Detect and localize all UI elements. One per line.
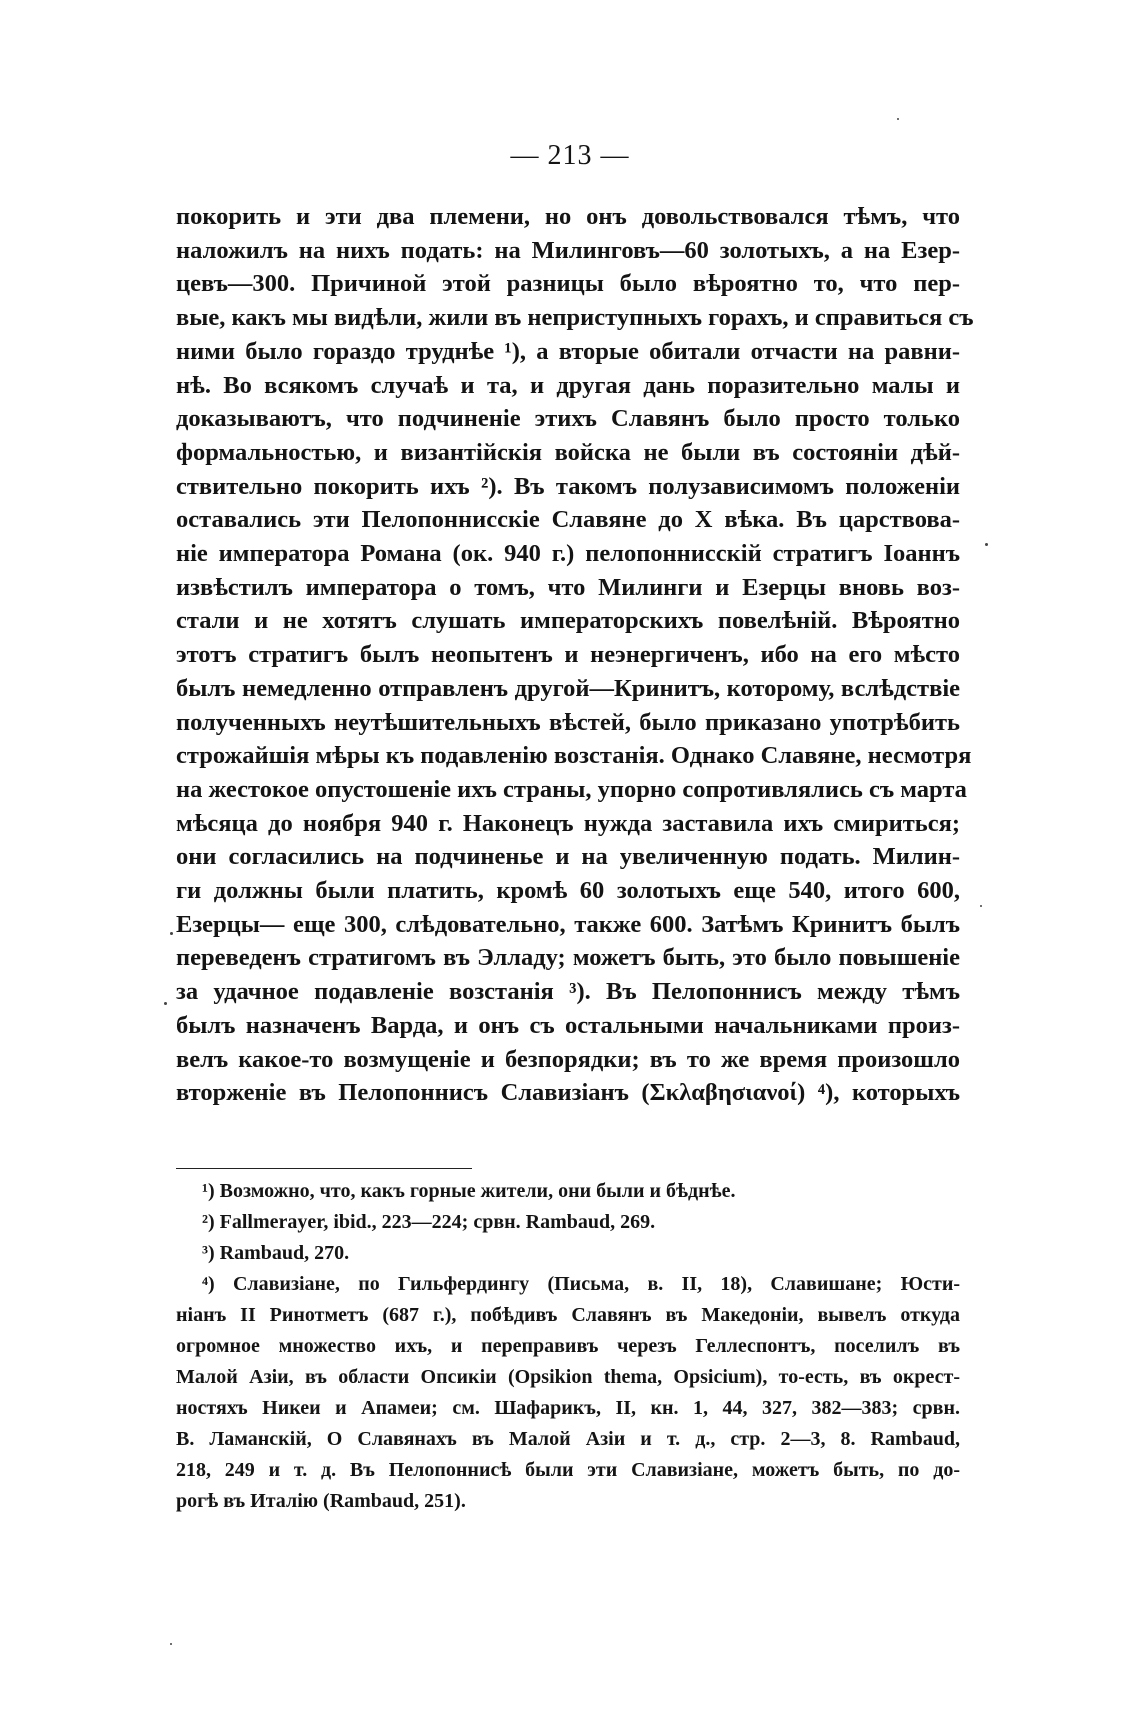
page-number: — 213 —	[510, 140, 630, 171]
footnote-4-continuation: В. Ламанскій, О Славянахъ въ Малой Азіи и т. д., стр. 2—3, 8. Rambaud,	[176, 1428, 960, 1450]
text-line: велъ какое-то возмущеніе и безпорядки; въ то же время произошло	[176, 1045, 960, 1073]
text-line: формальностью, и византійскія войска не были въ состояніи дѣй-	[176, 438, 960, 466]
scan-speck	[170, 932, 173, 935]
footnote-4-continuation: ностяхъ Никеи и Апамеи; см. Шафарикъ, II, кн. 1, 44, 327, 382—383; срвн.	[176, 1397, 960, 1419]
footnote-1: ¹) Возможно, что, какъ горные жители, они были и бѣднѣе.	[202, 1180, 736, 1202]
body-text	[176, 200, 974, 1110]
text-line: стали и не хотятъ слушать императорскихъ повелѣній. Вѣроятно	[176, 607, 960, 635]
footnote-divider	[176, 1168, 472, 1169]
footnote-4-continuation: рогѣ въ Италію (Rambaud, 251).	[176, 1490, 466, 1512]
scan-speck	[980, 905, 982, 907]
text-line: былъ назначенъ Варда, и онъ съ остальными начальниками произ-	[176, 1011, 960, 1039]
text-line: вторженіе въ Пелопоннисъ Славизіанъ (Σκλαβησιανοί) ⁴), которыхъ	[176, 1079, 960, 1107]
scan-speck	[170, 1643, 172, 1645]
text-line: ними было гораздо труднѣе ¹), а вторые обитали отчасти на равни-	[176, 337, 960, 365]
footnote-4-continuation: огромное множество ихъ, и переправивъ черезъ Геллеспонтъ, поселилъ въ	[176, 1335, 960, 1357]
scan-speck	[164, 1002, 167, 1005]
text-line: цевъ—300. Причиной этой разницы было вѣроятно то, что пер-	[176, 270, 960, 298]
scan-speck	[897, 118, 899, 120]
text-line: ги должны были платить, кромѣ 60 золотыхъ еще 540, итого 600,	[176, 877, 960, 905]
text-line: оставались эти Пелопоннисскіе Славяне до X вѣка. Въ царствова-	[176, 506, 960, 534]
text-line: переведенъ стратигомъ въ Элладу; можетъ быть, это было повышеніе	[176, 944, 960, 972]
text-line: вые, какъ мы видѣли, жили въ неприступныхъ горахъ, и справиться съ	[176, 304, 974, 332]
text-line: нѣ. Во всякомъ случаѣ и та, и другая дань поразительно малы и	[176, 371, 960, 399]
text-line: наложилъ на нихъ подать: на Милинговъ—60 золотыхъ, а на Езер-	[176, 236, 960, 264]
text-line: они согласились на подчиненье и на увеличенную подать. Милин-	[176, 843, 960, 871]
text-line: ніе императора Романа (ок. 940 г.) пелопоннисскій стратигъ Іоаннъ	[176, 540, 960, 568]
text-line: мѣсяца до ноября 940 г. Наконецъ нужда заставила ихъ смириться;	[176, 809, 960, 837]
text-line: покорить и эти два племени, но онъ довольствовался тѣмъ, что	[176, 203, 960, 230]
text-line: на жестокое опустошеніе ихъ страны, упорно сопротивлялись съ марта	[176, 775, 967, 803]
text-line: строжайшія мѣры къ подавленію возстанія. Однако Славяне, несмотря	[176, 742, 972, 770]
footnote-4: ⁴) Славизіане, по Гильфердингу (Письма, в. II, 18), Славишане; Юсти-	[202, 1273, 960, 1295]
text-line: былъ немедленно отправленъ другой—Кринитъ, которому, вслѣдствіе	[176, 674, 960, 702]
footnote-2: ²) Fallmerayer, ibid., 223—224; срвн. Rambaud, 269.	[202, 1211, 656, 1233]
footnote-4-continuation: 218, 249 и т. д. Въ Пелопоннисѣ были эти Славизіане, можетъ быть, по до-	[176, 1459, 960, 1481]
text-line: извѣстилъ императора о томъ, что Милинги и Езерцы вновь воз-	[176, 573, 960, 601]
text-line: доказываютъ, что подчиненіе этихъ Славянъ было просто только	[176, 405, 960, 433]
footnotes	[176, 1176, 960, 1517]
text-line: за удачное подавленіе возстанія ³). Въ Пелопоннисъ между тѣмъ	[176, 978, 960, 1006]
footnote-4-continuation: Малой Азіи, въ области Опсикіи (Opsikion thema, Opsicium), то-есть, въ окрест-	[176, 1366, 960, 1388]
scan-speck	[985, 543, 988, 546]
text-line: этотъ стратигъ былъ неопытенъ и неэнергиченъ, ибо на его мѣсто	[176, 641, 960, 669]
text-line: полученныхъ неутѣшительныхъ вѣстей, было приказано употрѣбить	[176, 708, 960, 736]
footnote-4-continuation: ніанъ II Ринотметъ (687 г.), побѣдивъ Славянъ въ Македоніи, вывелъ откуда	[176, 1304, 960, 1326]
text-line: ствительно покорить ихъ ²). Въ такомъ полузависимомъ положеніи	[176, 472, 960, 500]
footnote-3: ³) Rambaud, 270.	[202, 1242, 350, 1264]
text-line: Езерцы— еще 300, слѣдовательно, также 600. Затѣмъ Кринитъ былъ	[176, 910, 960, 938]
